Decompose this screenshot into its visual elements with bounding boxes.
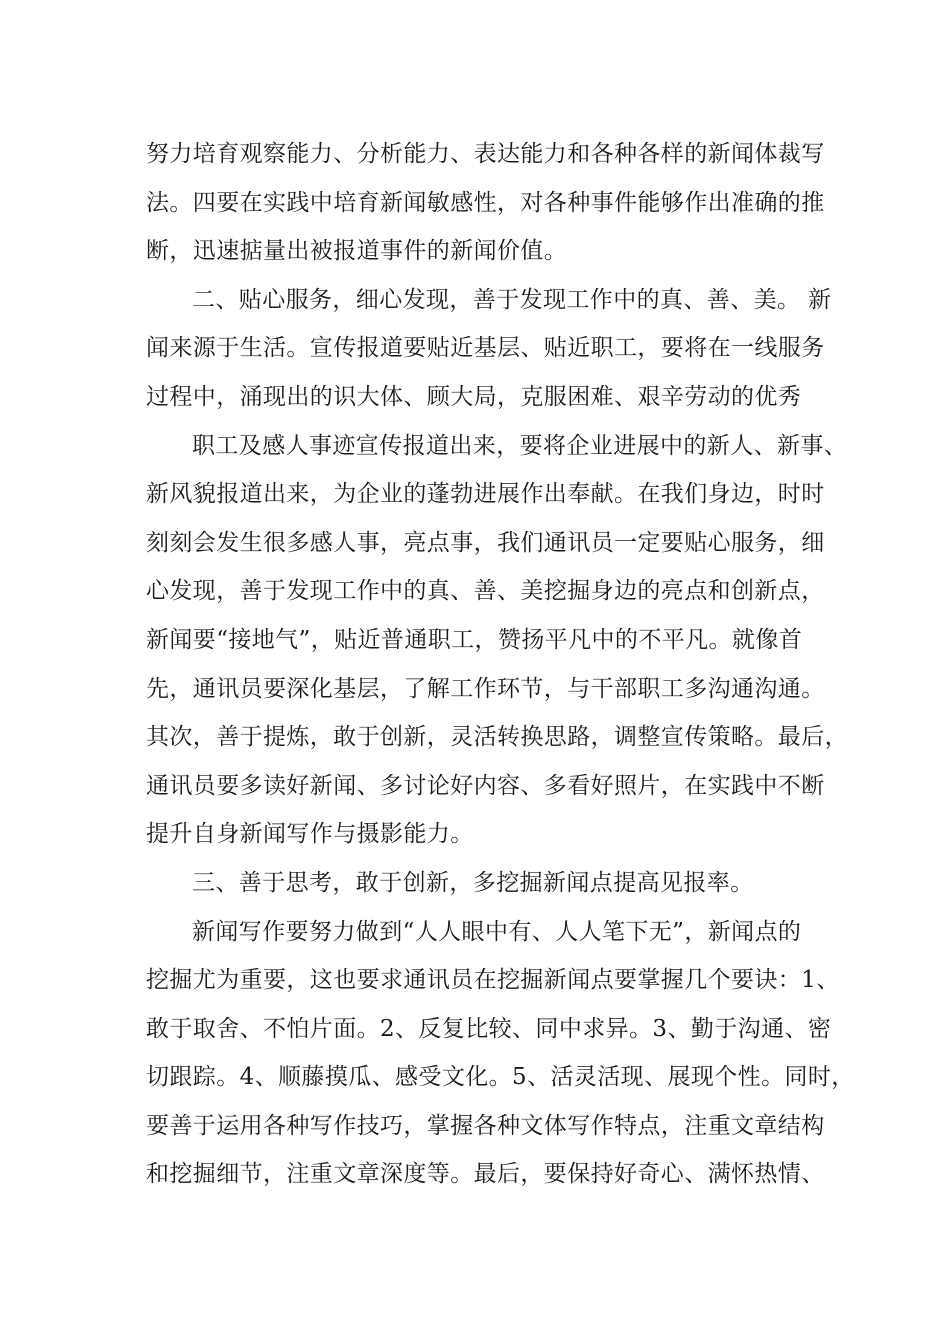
text-line: 努力培育观察能力、分析能力、表达能力和各种各样的新闻体裁写 [146,141,825,167]
text-line: 挖掘尤为重要，这也要求通讯员在挖掘新闻点要掌握几个要诀：1、 [146,967,840,994]
body-text [146,130,855,1199]
text-line: 要善于运用各种写作技巧，掌握各种文体写作特点，注重文章结构 [146,1112,825,1139]
section-heading-line: 二、贴心服务，细心发现，善于发现工作中的真、善、美。 新 [192,286,832,313]
text-line: 刻刻会发生很多感人事，亮点事，我们通讯员一定要贴心服务，细 [146,529,825,556]
text-line: 过程中，涌现出的识大体、顾大局，克服困难、艰辛劳动的优秀 [146,383,802,410]
paragraph-start-line: 新闻写作要努力做到“人人眼中有、人人笔下无”，新闻点的 [192,918,802,945]
text-line: 敢于取舍、不怕片面。2、反复比较、同中求异。3、勤于沟通、密 [146,1015,832,1042]
text-line: 新闻要“接地气”，贴近普通职工，赞扬平凡中的不平凡。就像首 [146,626,803,653]
text-line: 其次，善于提炼，敢于创新，灵活转换思路，调整宣传策略。最后， [146,724,848,751]
section-heading-line: 三、善于思考，敢于创新，多挖掘新闻点提高见报率。 [192,869,754,896]
text-line: 先，通讯员要深化基层，了解工作环节，与干部职工多沟通沟通。 [146,675,825,702]
text-line: 通讯员要多读好新闻、多讨论好内容、多看好照片，在实践中不断 [146,772,825,799]
text-line: 提升自身新闻写作与摄影能力。 [146,821,474,848]
text-line: 切跟踪。4、顺藤摸瓜、感受文化。5、活灵活现、展现个性。同时， [146,1064,855,1091]
text-line: 闻来源于生活。宣传报道要贴近基层、贴近职工，要将在一线服务 [146,335,825,362]
text-line: 心发现，善于发现工作中的真、善、美挖掘身边的亮点和创新点， [146,578,825,605]
text-line: 法。四要在实践中培育新闻敏感性，对各种事件能够作出准确的推 [146,189,825,216]
paragraph-start-line: 职工及感人事迹宣传报道出来，要将企业进展中的新人、新事、 [192,432,848,459]
text-line: 新风貌报道出来，为企业的蓬勃进展作出奉献。在我们身边，时时 [146,481,825,508]
text-line: 和挖掘细节，注重文章深度等。最后，要保持好奇心、满怀热情、 [146,1161,825,1188]
text-line: 断，迅速掂量出被报道事件的新闻价值。 [146,238,568,265]
